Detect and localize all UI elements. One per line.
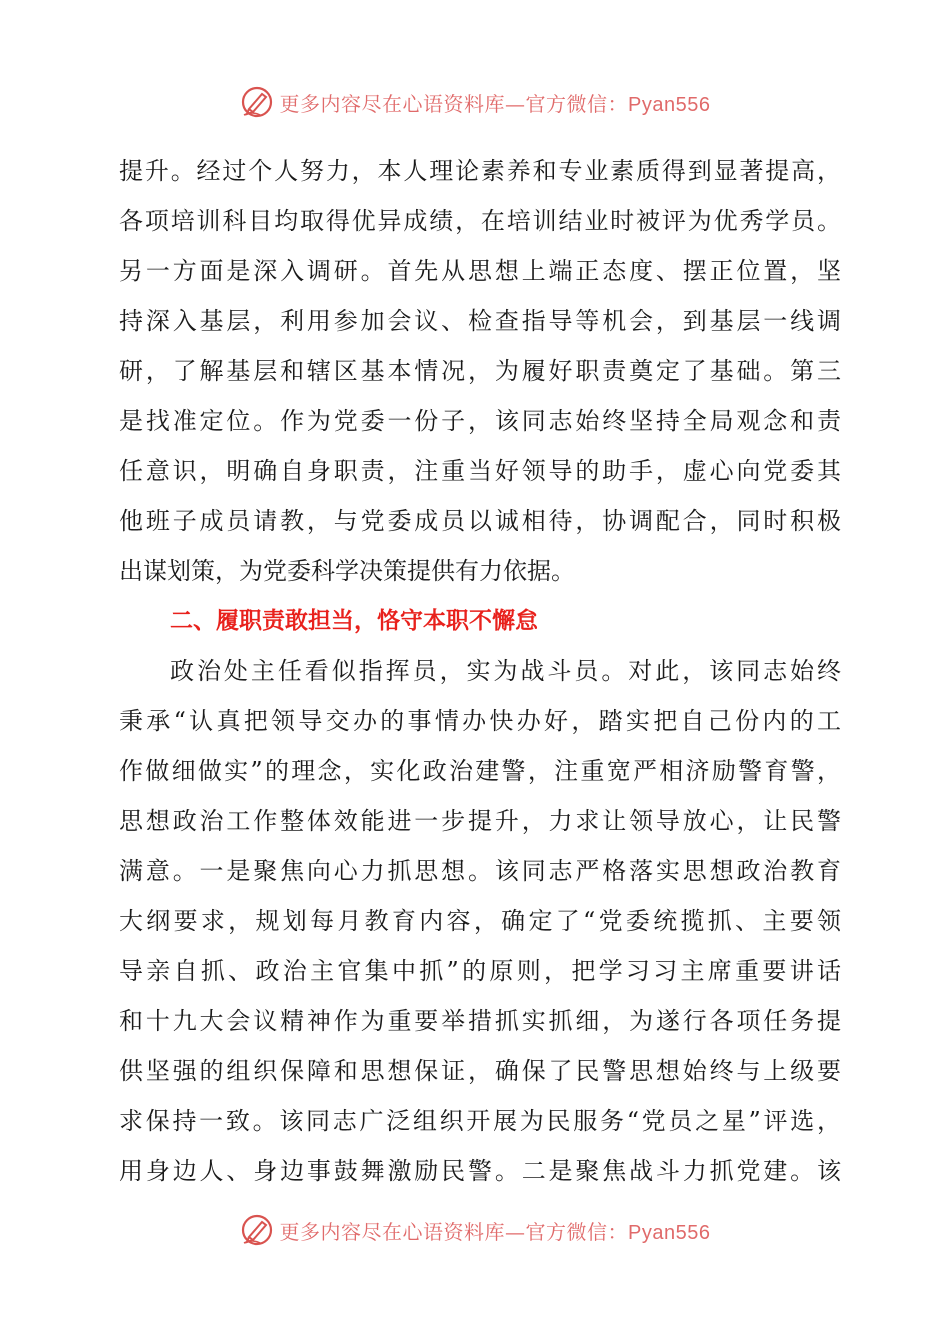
- watermark-id: Pyan556: [628, 1221, 711, 1244]
- paragraph-line: 大纲要求，规划每月教育内容，确定了“党委统揽抓、主要领: [119, 907, 841, 935]
- paragraph-line: 另一方面是深入调研。首先从思想上端正态度、摆正位置，坚: [119, 257, 841, 285]
- paragraph-line: 作做细做实”的理念，实化政治建警，注重宽严相济励警育警，: [119, 757, 841, 785]
- paragraph-line: 供坚强的组织保障和思想保证，确保了民警思想始终与上级要: [119, 1057, 841, 1085]
- section-heading: 二、履职责敢担当，恪守本职不懈怠: [170, 608, 538, 634]
- paragraph-line: 用身边人、身边事鼓舞激励民警。二是聚焦战斗力抓党建。该: [119, 1157, 841, 1185]
- paragraph-line: 是找准定位。作为党委一份子，该同志始终坚持全局观念和责: [119, 407, 841, 435]
- paragraph-line: 满意。一是聚焦向心力抓思想。该同志严格落实思想政治教育: [119, 857, 841, 885]
- paragraph-line: 出谋划策，为党委科学决策提供有力依据。: [119, 557, 575, 585]
- watermark-text: 更多内容尽在心语资料库—官方微信：Pyan556: [279, 91, 711, 116]
- paragraph-line: 各项培训科目均取得优异成绩，在培训结业时被评为优秀学员。: [119, 207, 841, 235]
- paragraph-line: 提升。经过个人努力，本人理论素养和专业素质得到显著提高，: [119, 157, 841, 185]
- pen-logo-icon: [240, 85, 274, 119]
- watermark-header: [0, 82, 950, 122]
- paragraph-line: 研，了解基层和辖区基本情况，为履好职责奠定了基础。第三: [119, 357, 841, 385]
- paragraph-line: 求保持一致。该同志广泛组织开展为民服务“党员之星”评选，: [119, 1107, 841, 1135]
- paragraph-line: 导亲自抓、政治主官集中抓”的原则，把学习习主席重要讲话: [119, 957, 841, 985]
- watermark-footer: [0, 1210, 950, 1250]
- watermark-id: Pyan556: [628, 93, 711, 116]
- paragraph-line: 思想政治工作整体效能进一步提升，力求让领导放心，让民警: [119, 807, 841, 835]
- paragraph-line: 任意识，明确自身职责，注重当好领导的助手，虚心向党委其: [119, 457, 841, 485]
- pen-logo-icon: [240, 1213, 274, 1247]
- paragraph-line: 和十九大会议精神作为重要举措抓实抓细，为遂行各项任务提: [119, 1007, 841, 1035]
- paragraph-line: 持深入基层，利用参加会议、检查指导等机会，到基层一线调: [119, 307, 841, 335]
- paragraph-line: 他班子成员请教，与党委成员以诚相待，协调配合，同时积极: [119, 507, 841, 535]
- paragraph-line: 政治处主任看似指挥员，实为战斗员。对此，该同志始终: [170, 657, 841, 685]
- paragraph-line: 秉承“认真把领导交办的事情办快办好，踏实把自己份内的工: [119, 707, 841, 735]
- document-body: [119, 146, 841, 1196]
- watermark-text: 更多内容尽在心语资料库—官方微信：Pyan556: [279, 1219, 711, 1244]
